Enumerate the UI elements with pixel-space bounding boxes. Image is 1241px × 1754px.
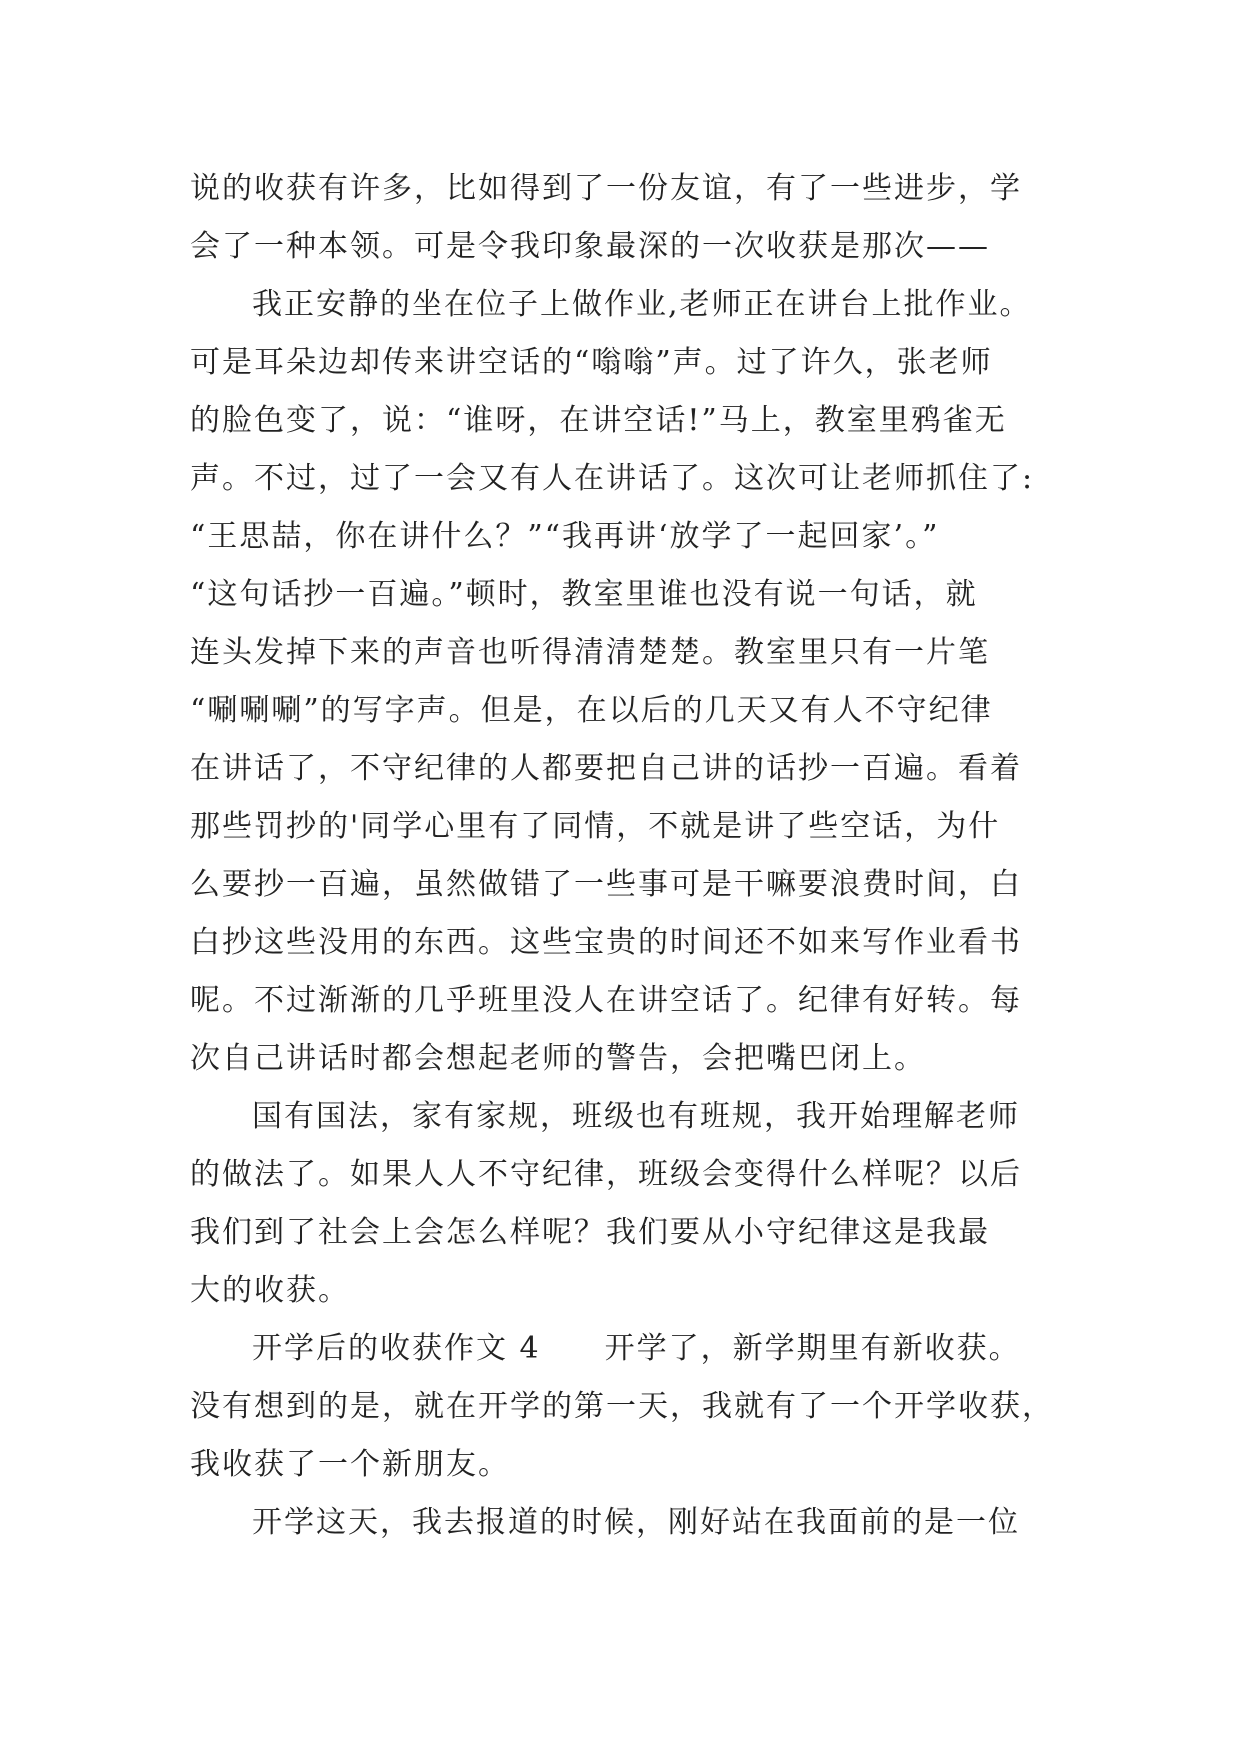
text-line: 呢。不过渐渐的几乎班里没人在讲空话了。纪律有好转。每 xyxy=(190,983,1022,1018)
text-line: 在讲话了，不守纪律的人都要把自己讲的话抄一百遍。看着 xyxy=(190,751,1022,786)
text-line: 的做法了。如果人人不守纪律，班级会变得什么样呢？以后 xyxy=(190,1157,1022,1192)
text-line: 的脸色变了，说：“谁呀，在讲空话!”马上，教室里鸦雀无 xyxy=(190,403,1007,438)
text-line: 说的收获有许多，比如得到了一份友谊，有了一些进步，学 xyxy=(190,171,1022,206)
text-line: 没有想到的是，就在开学的第一天，我就有了一个开学收获， xyxy=(190,1389,1054,1424)
text-line: 大的收获。 xyxy=(190,1273,350,1308)
text-line: 次自己讲话时都会想起老师的警告，会把嘴巴闭上。 xyxy=(190,1041,926,1076)
text-line: 我们到了社会上会怎么样呢？我们要从小守纪律这是我最 xyxy=(190,1215,990,1250)
document-body xyxy=(190,160,1090,1552)
text-line: 么要抄一百遍，虽然做错了一些事可是干嘛要浪费时间，白 xyxy=(190,867,1022,902)
paragraph-start-line: 开学这天，我去报道的时候，刚好站在我面前的是一位 xyxy=(252,1505,1020,1540)
text-line: 那些罚抄的'同学心里有了同情，不就是讲了些空话，为什 xyxy=(190,809,1001,844)
text-line: “王思喆，你在讲什么？”“我再讲‘放学了一起回家’。” xyxy=(190,519,940,554)
text-line: “唰唰唰”的写字声。但是，在以后的几天又有人不守纪律 xyxy=(190,693,993,728)
text-line: 我收获了一个新朋友。 xyxy=(190,1447,510,1482)
text-line: 可是耳朵边却传来讲空话的“嗡嗡”声。过了许久，张老师 xyxy=(190,345,993,380)
text-line: 会了一种本领。可是令我印象最深的一次收获是那次—— xyxy=(190,229,990,264)
paragraph-start-line: 国有国法，家有家规，班级也有班规，我开始理解老师 xyxy=(252,1099,1020,1134)
paragraph-start-line: 开学后的收获作文 4 开学了，新学期里有新收获。 xyxy=(252,1331,1021,1366)
text-line: 声。不过，过了一会又有人在讲话了。这次可让老师抓住了: xyxy=(190,461,1035,496)
text-line: 白抄这些没用的东西。这些宝贵的时间还不如来写作业看书 xyxy=(190,925,1022,960)
paragraph-start-line: 我正安静的坐在位子上做作业,老师正在讲台上批作业。 xyxy=(252,287,1032,322)
text-line: “这句话抄一百遍。”顿时，教室里谁也没有说一句话，就 xyxy=(190,577,978,612)
text-line: 连头发掉下来的声音也听得清清楚楚。教室里只有一片笔 xyxy=(190,635,990,670)
